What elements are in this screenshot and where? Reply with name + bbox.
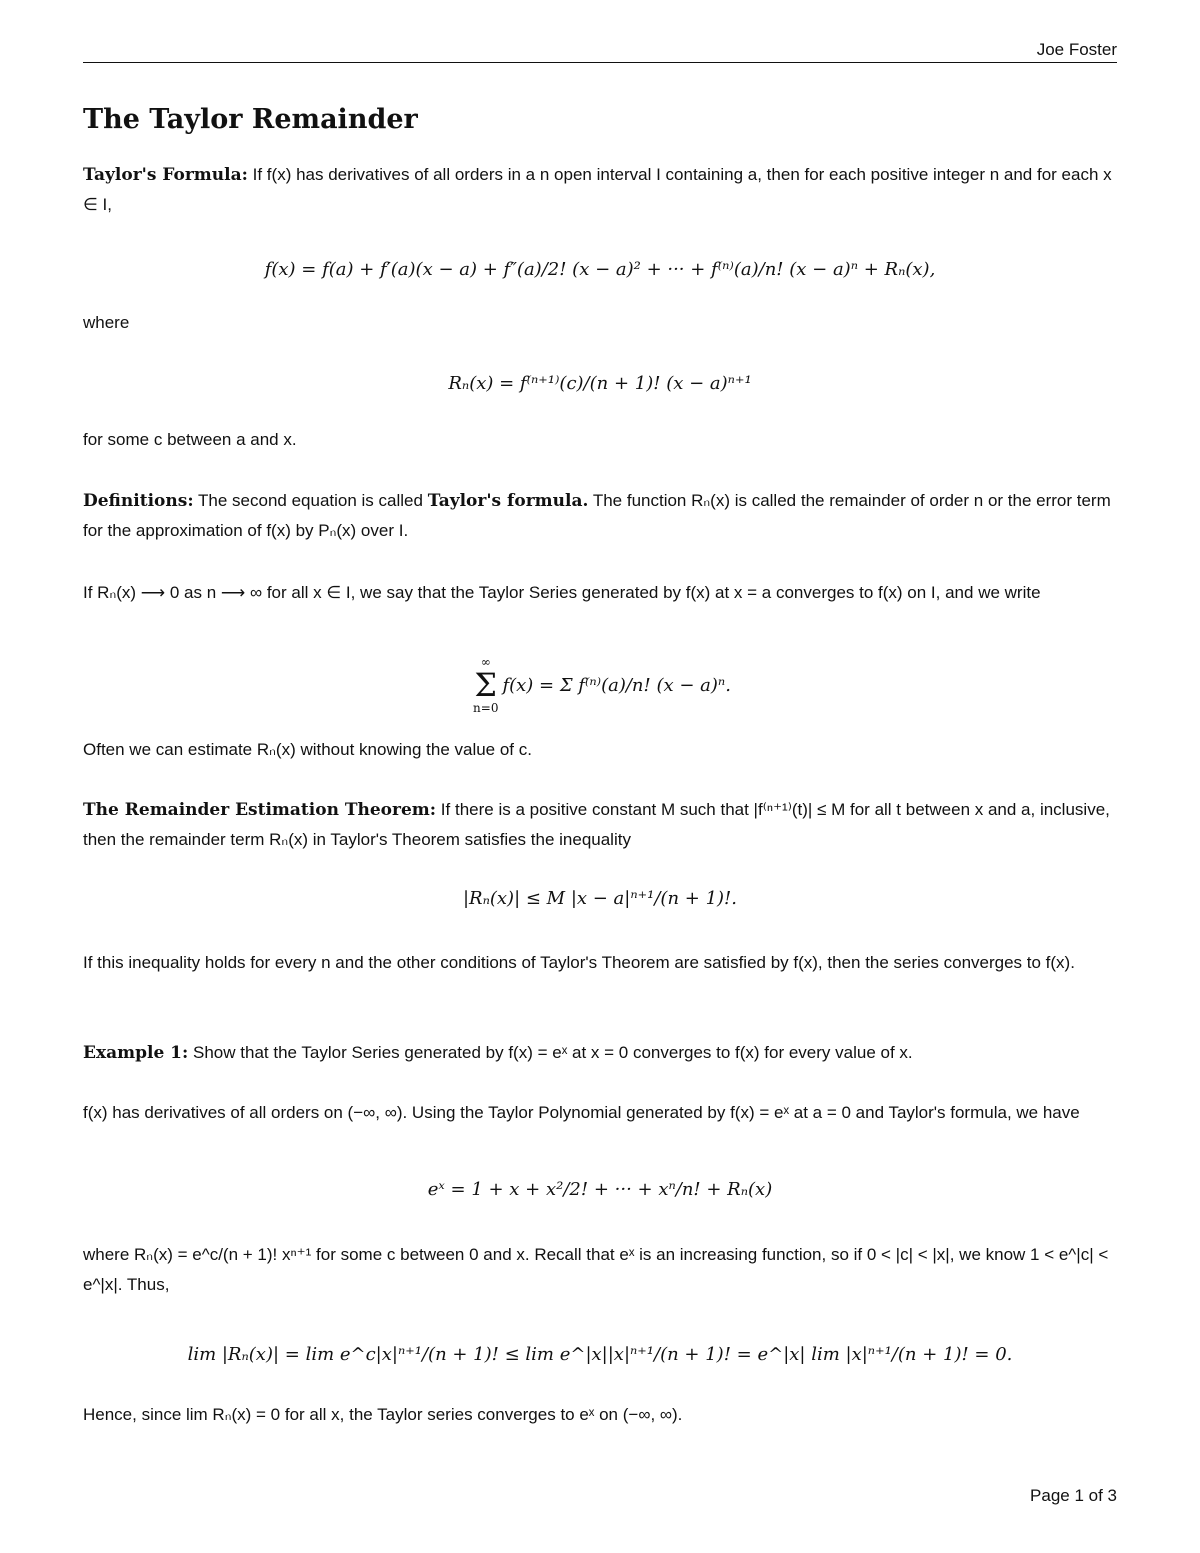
remainder-equation: [83, 358, 1117, 408]
estimation-paragraph: [83, 795, 1117, 855]
exp-equation: [83, 1164, 1117, 1214]
between-text: for some c between a and x.: [83, 430, 297, 449]
convergence-paragraph: If Rₙ(x) ⟶ 0 as n ⟶ ∞ for all x ∈ I, we say that the Taylor Series generated by f(x) at x = a converges to f(x) on I, and we write: [83, 583, 1041, 602]
estimation-after: If this inequality holds for every n and the other conditions of Taylor's Theorem are satisfied by f(x), then the series converges to f(x).: [83, 953, 1075, 972]
definitions-bold-term: Taylor's formula.: [427, 491, 589, 511]
example1-where: where Rₙ(x) = e^c/(n + 1)! xⁿ⁺¹ for some c between 0 and x. Recall that eˣ is an increasing function, so if 0 < |c| < |x|, we know 1 < e^|c| < e^|x|. Thus,: [83, 1245, 1109, 1294]
definitions-text-b: The function Rₙ(x) is called the remainder of order n or the error term for the approximation of f(x) by Pₙ(x) over I.: [83, 491, 1111, 540]
example1-label: Example 1:: [83, 1043, 189, 1063]
series-equation-text: f(x) = Σ f⁽ⁿ⁾(a)/n! (x − a)ⁿ.: [502, 674, 731, 696]
estimation-label: The Remainder Estimation Theorem:: [83, 800, 437, 820]
example1-paragraph: [83, 1038, 1117, 1068]
inequality-text: |Rₙ(x)| ≤ M |x − a|ⁿ⁺¹/(n + 1)!.: [462, 887, 738, 909]
taylor-formula-label: Taylor's Formula:: [83, 165, 248, 185]
header-rule: [83, 62, 1117, 63]
definitions-paragraph: [83, 486, 1117, 546]
limit-equation: [83, 1326, 1117, 1382]
taylor-formula-paragraph: [83, 160, 1117, 220]
sigma-symbol: ∞ Σ n=0: [473, 655, 499, 715]
sum-lower-limit: n=0: [473, 701, 499, 715]
page-title: The Taylor Remainder: [83, 104, 418, 135]
page-number: Page 1 of 3: [1030, 1486, 1117, 1505]
definitions-text-a: The second equation is called: [198, 491, 423, 510]
definitions-label: Definitions:: [83, 491, 194, 511]
author-name: Joe Foster: [1036, 40, 1117, 59]
taylor-formula-text: If f(x) has derivatives of all orders in a n open interval I containing a, then for each positive integer n and for each x ∈ I,: [83, 165, 1112, 214]
exp-equation-text: eˣ = 1 + x + x²/2! + ··· + xⁿ/n! + Rₙ(x): [427, 1178, 773, 1200]
taylor-equation-text: f(x) = f(a) + f′(a)(x − a) + f″(a)/2! (x − a)² + ··· + f⁽ⁿ⁾(a)/n! (x − a)ⁿ + Rₙ(x),: [264, 258, 936, 280]
where-text: where: [83, 313, 130, 332]
example1-body: f(x) has derivatives of all orders on (−∞, ∞). Using the Taylor Polynomial generated by f(x) = eˣ at a = 0 and Taylor's formula, we have: [83, 1103, 1080, 1122]
estimate-text: Often we can estimate Rₙ(x) without knowing the value of c.: [83, 740, 532, 759]
remainder-equation-text: Rₙ(x) = f⁽ⁿ⁺¹⁾(c)/(n + 1)! (x − a)ⁿ⁺¹: [448, 372, 752, 394]
example1-text: Show that the Taylor Series generated by f(x) = eˣ at x = 0 converges to f(x) for every value of x.: [193, 1043, 913, 1062]
taylor-formula-equation: [83, 244, 1117, 294]
conclusion-text: Hence, since lim Rₙ(x) = 0 for all x, the Taylor series converges to eˣ on (−∞, ∞).: [83, 1405, 683, 1424]
estimation-inequality: [83, 873, 1117, 923]
limit-equation-text: lim |Rₙ(x)| = lim e^c|x|ⁿ⁺¹/(n + 1)! ≤ lim e^|x||x|ⁿ⁺¹/(n + 1)! = e^|x| lim |x|ⁿ⁺¹/(n + 1)! = 0.: [187, 1343, 1013, 1365]
series-equation: [83, 650, 1117, 720]
sum-upper-limit: ∞: [480, 655, 491, 669]
estimation-text: If there is a positive constant M such that |f⁽ⁿ⁺¹⁾(t)| ≤ M for all t between x and a, inclusive, then the remainder term Rₙ(x) in Taylor's Theorem satisfies the inequality: [83, 800, 1110, 849]
